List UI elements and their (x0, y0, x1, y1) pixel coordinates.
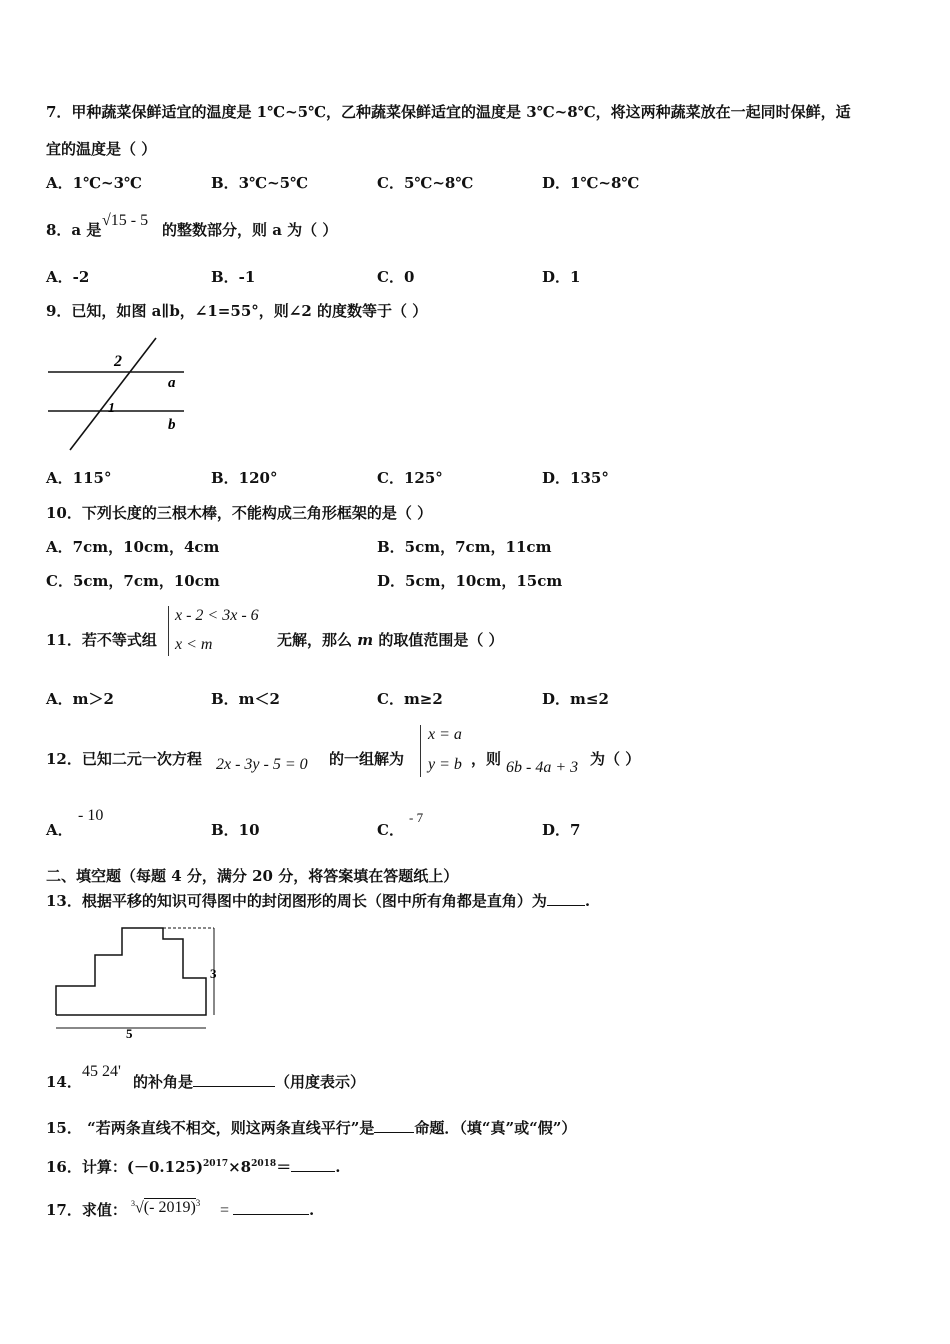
q11-option-b: B．m＜2 (211, 690, 280, 708)
q9-parallel-lines-figure (44, 334, 194, 454)
q7-option-d: D．1℃~8℃ (542, 174, 640, 192)
q16-exponent-1: 2017 (203, 1159, 229, 1169)
q12-option-a: A． (46, 821, 73, 839)
q8-option-d: D．1 (542, 268, 581, 286)
label-line-b: b (168, 417, 176, 433)
q9-option-a: A．115° (46, 469, 112, 487)
q12-option-a-value: - 10 (78, 807, 104, 824)
q11-row1: x - 2 < 3x - 6 (175, 607, 259, 624)
q12-equation: 2x - 3y - 5 = 0 (216, 756, 308, 773)
q7-line2: 宜的温度是（ ） (46, 140, 157, 158)
q10-option-c: C．5cm，7cm，10cm (46, 572, 220, 590)
q8-expression: √15 - 5 (102, 212, 149, 229)
q14-answer-blank[interactable] (193, 1072, 275, 1087)
label-width: 5 (126, 1026, 133, 1041)
q14-suffix (133, 1072, 365, 1092)
q16-text (46, 1154, 340, 1177)
label-line-a: a (168, 375, 176, 391)
q17-radicand: (- 2019) (143, 1199, 196, 1217)
q13-answer-blank[interactable] (547, 891, 585, 906)
q12-option-b: B．10 (211, 821, 260, 839)
q9-option-d: D．135° (542, 469, 609, 487)
q11-system-brace (168, 606, 169, 656)
q17-prefix: 17．求值： (46, 1201, 127, 1219)
q11-var-m: m (357, 631, 374, 649)
q17-answer (220, 1200, 314, 1221)
q17-end: . (309, 1201, 315, 1219)
q7-option-a: A．1℃~3℃ (46, 174, 143, 192)
q15-answer-blank[interactable] (374, 1118, 414, 1133)
radical-sign-icon: √ (135, 1199, 144, 1217)
q13-end: . (584, 892, 591, 910)
q11-option-d: D．m≤2 (542, 690, 609, 708)
q16-end: . (335, 1158, 341, 1176)
q8-suffix: 的整数部分，则 a 为（ ） (162, 221, 338, 239)
section-2-heading: 二、填空题（每题 4 分，满分 20 分，将答案填在答题纸上） (46, 867, 459, 885)
q16-equals: ＝ (276, 1158, 292, 1176)
q7-option-c: C．5℃~8℃ (377, 174, 474, 192)
q12-system-brace (420, 725, 421, 777)
q11-suffix-a: 无解，那么 (277, 631, 358, 649)
q7-line1: 7．甲种蔬菜保鲜适宜的温度是 1℃~5℃，乙种蔬菜保鲜适宜的温度是 3℃~8℃，将这两种蔬菜放在一起同时保鲜，适 (46, 103, 851, 121)
q14-prefix: 14． (46, 1073, 82, 1091)
q16-answer-blank[interactable] (291, 1157, 335, 1172)
q10-option-b: B．5cm，7cm，11cm (377, 538, 552, 556)
q11-prefix: 11．若不等式组 (46, 631, 157, 649)
q16-mid: ×8 (228, 1158, 252, 1176)
label-angle-1: 1 (108, 401, 115, 416)
q12-expression: 6b - 4a + 3 (506, 759, 579, 776)
q8-option-a: A．-2 (46, 268, 90, 286)
q12-mid2: ，则 (471, 750, 502, 768)
q9-text: 9．已知，如图 a∥b，∠1=55°，则∠2 的度数等于（ ） (46, 302, 428, 320)
transversal-line (70, 338, 156, 450)
q9-option-c: C．125° (377, 469, 443, 487)
q14-suffix-a: 的补角是 (133, 1073, 194, 1091)
q12-option-c-value: - 7 (409, 810, 424, 825)
q11-row2: x < m (175, 636, 213, 653)
q13-staircase-figure (50, 920, 225, 1042)
q10-option-a: A．7cm，10cm，4cm (46, 538, 220, 556)
q14-angle: 45 24' (82, 1063, 121, 1080)
label-angle-2: 2 (114, 353, 122, 370)
q10-text: 10．下列长度的三根木棒，不能构成三角形框架的是（ ） (46, 504, 433, 522)
label-height: 3 (210, 966, 217, 981)
q13-text (46, 891, 590, 911)
q17-equals: = (220, 1202, 230, 1219)
q8-option-b: B．-1 (211, 268, 256, 286)
q13-text-body: 13．根据平移的知识可得图中的封闭图形的周长（图中所有角都是直角）为 (46, 892, 547, 910)
q12-prefix: 12．已知二元一次方程 (46, 750, 202, 768)
q8-option-c: C．0 (377, 268, 415, 286)
q9-option-b: B．120° (211, 469, 278, 487)
q17-root-index: 3 (131, 1199, 135, 1208)
staircase-shape (56, 928, 206, 1015)
q11-suffix-b: 的取值范围是（ ） (373, 631, 504, 649)
q16-exponent-2: 2018 (251, 1159, 277, 1169)
q17-radical (131, 1193, 200, 1218)
q11-option-c: C．m≥2 (377, 690, 443, 708)
q14-suffix-b: （用度表示） (275, 1073, 366, 1091)
q17-answer-blank[interactable] (233, 1200, 309, 1215)
q15-text-body: 15． “若两条直线不相交，则这两条直线平行”是 (46, 1119, 375, 1137)
q17-power: 3 (195, 1198, 201, 1208)
q12-row2: y = b (428, 756, 462, 773)
q11-option-a: A．m＞2 (46, 690, 114, 708)
q12-option-c: C． (377, 821, 404, 839)
q12-option-d: D．7 (542, 821, 581, 839)
q12-suffix: 为（ ） (590, 750, 641, 768)
q15-suffix: 命题．（填“真”或“假”） (414, 1119, 577, 1137)
q12-mid: 的一组解为 (329, 750, 405, 768)
q11-suffix (277, 630, 504, 650)
q15-text (46, 1118, 576, 1138)
q16-prefix: 16．计算：(－0.125) (46, 1158, 204, 1176)
q10-option-d: D．5cm，10cm，15cm (377, 572, 563, 590)
q12-row1: x = a (428, 726, 462, 743)
q7-option-b: B．3℃~5℃ (211, 174, 309, 192)
q8-prefix: 8．a 是 (46, 221, 102, 239)
